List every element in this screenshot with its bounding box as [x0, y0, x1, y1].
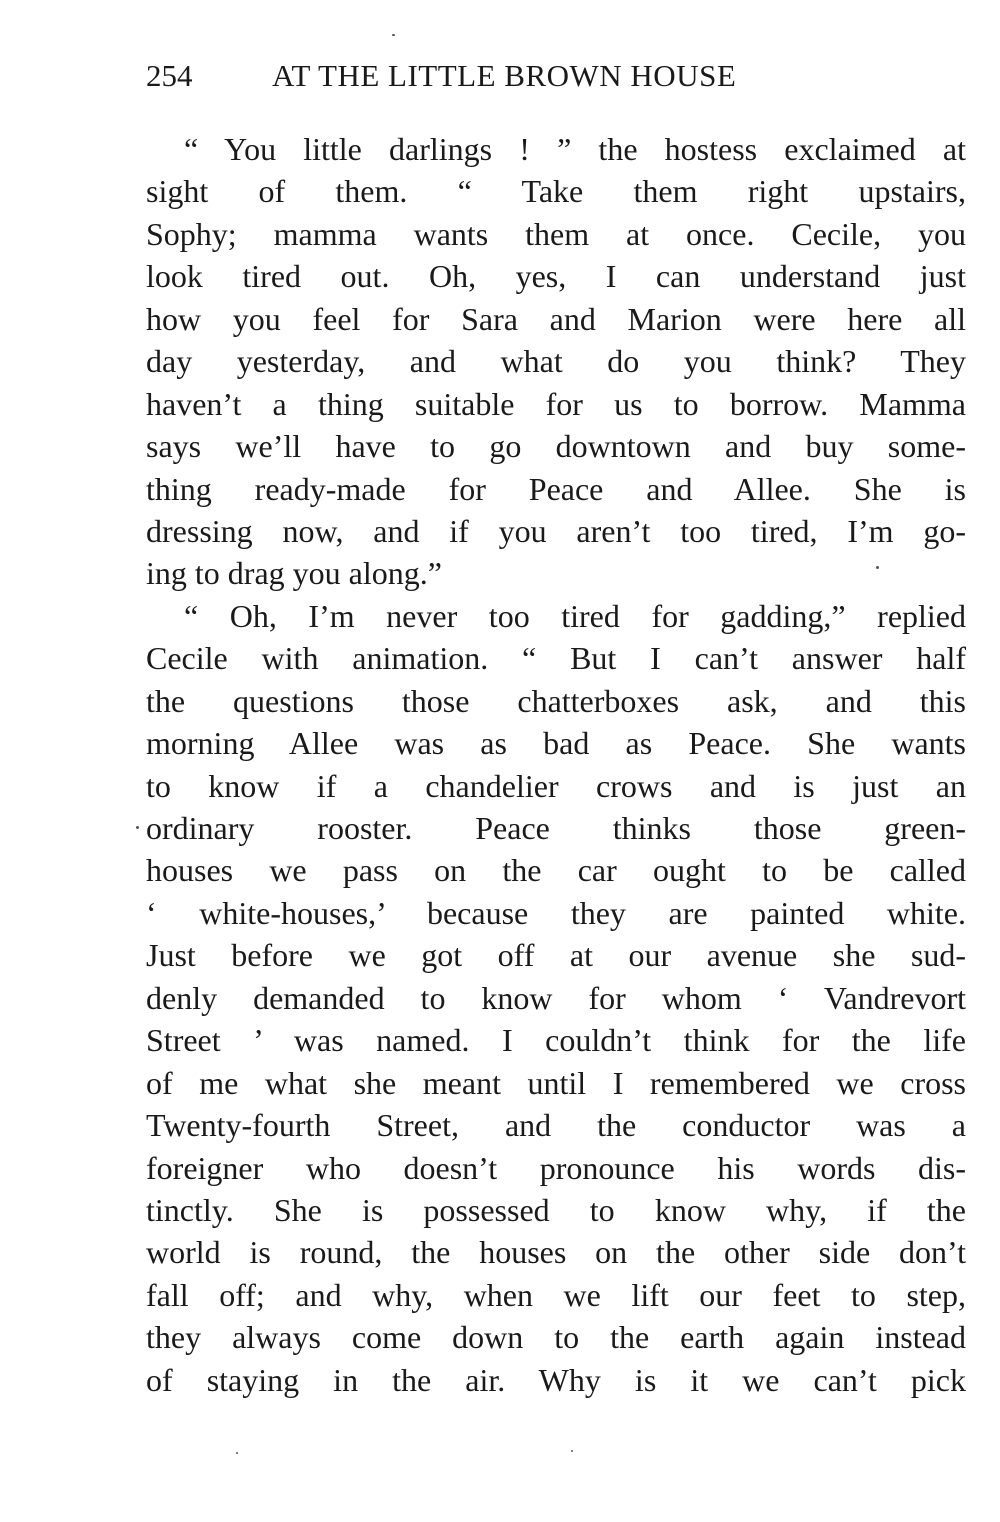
text-line: “ Oh, I’m never too tired for gadding,” replied — [184, 597, 966, 634]
text-line: houses we pass on the car ought to be called — [146, 852, 966, 889]
text-line: look tired out. Oh, yes, I can understand just — [146, 258, 966, 295]
paragraph-1 — [146, 128, 966, 595]
text-line: world is round, the houses on the other side don’t — [146, 1234, 966, 1271]
text-line: denly demanded to know for whom ‘ Vandrevort — [146, 979, 966, 1016]
text-line: Twenty-fourth Street, and the conductor was a — [146, 1107, 966, 1144]
text-line: haven’t a thing suitable for us to borrow. Mamma — [146, 385, 966, 422]
text-line: morning Allee was as bad as Peace. She wants — [146, 725, 966, 762]
text-line: Sophy; mamma wants them at once. Cecile, you — [146, 215, 966, 252]
text-line: to know if a chandelier crows and is just an — [146, 767, 966, 804]
text-line: thing ready-made for Peace and Allee. She is — [146, 470, 966, 507]
page-number: 254 — [146, 58, 193, 93]
running-title: AT THE LITTLE BROWN HOUSE — [272, 58, 737, 93]
text-line: of staying in the air. Why is it we can’t pick — [146, 1361, 966, 1398]
print-speck — [876, 566, 879, 569]
text-line: says we’ll have to go downtown and buy some- — [146, 428, 966, 465]
text-line: fall off; and why, when we lift our feet to step, — [146, 1276, 966, 1313]
paragraph-2 — [146, 595, 966, 1401]
print-speck — [136, 826, 139, 829]
text-line: Street ’ was named. I couldn’t think for the life — [146, 1022, 966, 1059]
print-speck — [571, 1450, 573, 1452]
text-line: day yesterday, and what do you think? They — [146, 343, 966, 380]
text-line: dressing now, and if you aren’t too tired, I’m go- — [146, 512, 966, 549]
text-line: ordinary rooster. Peace thinks those green- — [146, 810, 966, 846]
text-line: ing to drag you along.” — [146, 555, 442, 592]
text-line: sight of them. “ Take them right upstairs, — [146, 173, 966, 210]
body-text — [146, 128, 966, 1401]
text-line: Just before we got off at our avenue she sud- — [146, 937, 966, 974]
print-speck — [236, 1452, 238, 1454]
text-line: “ You little darlings ! ” the hostess exclaimed at — [184, 131, 966, 167]
text-line: ‘ white-houses,’ because they are painted white. — [146, 894, 966, 931]
text-line: the questions those chatterboxes ask, and this — [146, 682, 966, 719]
text-line: foreigner who doesn’t pronounce his words dis- — [146, 1149, 966, 1186]
text-line: how you feel for Sara and Marion were here all — [146, 300, 966, 337]
text-line: of me what she meant until I remembered we cross — [146, 1064, 966, 1101]
page-header — [146, 56, 966, 96]
text-line: tinctly. She is possessed to know why, if the — [146, 1191, 966, 1228]
text-line: they always come down to the earth again instead — [146, 1319, 966, 1356]
text-line: Cecile with animation. “ But I can’t answer half — [146, 640, 966, 677]
print-speck — [392, 34, 395, 36]
